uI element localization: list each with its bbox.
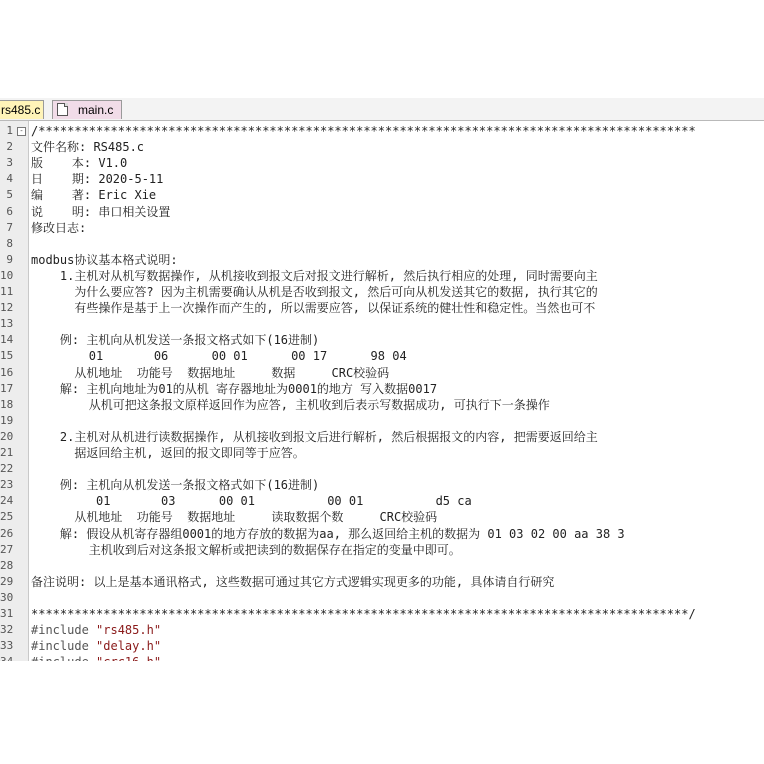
code-text: 编 著: Eric Xie — [31, 188, 157, 203]
fold-toggle-icon[interactable]: - — [17, 127, 26, 136]
code-line[interactable] — [0, 204, 764, 220]
line-number: 6 — [6, 204, 13, 218]
code-line[interactable] — [0, 477, 764, 493]
tab-rs485[interactable] — [0, 100, 44, 119]
line-number: 1 — [6, 124, 13, 137]
line-number: 21 — [0, 446, 14, 459]
line-number: 3 — [6, 156, 13, 170]
line-number: 15 — [0, 349, 14, 363]
line-number: 8 — [6, 236, 13, 250]
include-path: "rs485.h" — [96, 623, 162, 638]
code-line[interactable] — [0, 622, 764, 638]
code-line[interactable] — [0, 526, 764, 542]
code-editor[interactable] — [0, 121, 764, 661]
code-line[interactable] — [0, 445, 764, 461]
line-number: 13 — [0, 317, 14, 331]
line-number: 29 — [0, 574, 14, 588]
code-text: 为什么要应答? 因为主机需要确认从机是否收到报文, 然后可向从机发送其它的数据, 执行其它的 — [31, 285, 598, 299]
code-line[interactable] — [0, 590, 764, 606]
code-line[interactable] — [0, 316, 764, 332]
code-line[interactable] — [0, 187, 764, 203]
line-number: 31 — [0, 607, 14, 620]
code-text: 文件名称: RS485.c — [31, 140, 145, 155]
code-line[interactable] — [0, 365, 764, 381]
code-line[interactable] — [0, 413, 764, 429]
include-path: "delay.h" — [96, 639, 162, 654]
code-line[interactable] — [0, 574, 764, 590]
line-number: 11 — [0, 285, 14, 298]
include-directive: #include — [31, 623, 97, 638]
code-text: 据返回给主机, 返回的报文即同等于应答。 — [31, 446, 305, 460]
code-line[interactable] — [0, 542, 764, 558]
code-line[interactable] — [0, 284, 764, 300]
line-number: 12 — [0, 301, 14, 315]
code-line[interactable] — [0, 332, 764, 348]
line-number: 18 — [0, 397, 14, 411]
code-text: 例: 主机向从机发送一条报文格式如下(16进制) — [31, 333, 320, 348]
code-text: /******************************************************************************************* — [31, 124, 696, 138]
code-text: 备注说明: 以上是基本通讯格式, 这些数据可通过其它方式逻辑实现更多的功能, 具体请自行研究 — [31, 574, 555, 589]
line-number: 26 — [0, 526, 14, 540]
code-text: 修改日志: — [31, 220, 87, 235]
code-text: 日 期: 2020-5-11 — [31, 172, 164, 187]
blank-area — [0, 661, 764, 764]
code-line[interactable] — [0, 155, 764, 171]
code-text: 有些操作是基于上一次操作而产生的, 所以需要应答, 以保证系统的健壮性和稳定性。当然也可不 — [31, 301, 596, 316]
line-number: 5 — [6, 188, 13, 202]
line-number: 24 — [0, 494, 14, 508]
line-number: 14 — [0, 333, 14, 347]
code-text — [31, 622, 161, 638]
code-line[interactable] — [0, 139, 764, 155]
line-number: 2 — [6, 140, 13, 154]
file-icon — [57, 103, 68, 116]
code-line[interactable] — [0, 558, 764, 574]
include-directive: #include — [31, 639, 97, 654]
code-line[interactable] — [0, 381, 764, 397]
code-line[interactable] — [0, 220, 764, 236]
code-line[interactable] — [0, 300, 764, 316]
line-number: 30 — [0, 590, 14, 604]
code-text: 说 明: 串口相关设置 — [31, 204, 171, 219]
tab-main[interactable] — [52, 100, 122, 119]
line-number: 20 — [0, 429, 14, 443]
line-number: 9 — [6, 252, 13, 266]
code-line[interactable] — [0, 123, 764, 139]
line-number: 7 — [6, 220, 13, 234]
line-number: 16 — [0, 365, 14, 379]
code-text — [31, 638, 161, 654]
editor-tab-bar — [0, 98, 764, 121]
code-text: modbus协议基本格式说明: — [31, 252, 178, 267]
code-text: 主机收到后对这条报文解析或把读到的数据保存在指定的变量中即可。 — [31, 542, 461, 557]
code-text: 版 本: V1.0 — [31, 156, 128, 171]
code-text: *******************************************************************************************/ — [31, 607, 696, 621]
line-number: 22 — [0, 462, 14, 476]
code-line[interactable] — [0, 171, 764, 187]
line-number: 25 — [0, 510, 14, 524]
line-number: 23 — [0, 478, 14, 492]
code-line[interactable] — [0, 461, 764, 477]
code-line[interactable] — [0, 252, 764, 268]
line-number: 32 — [0, 623, 14, 637]
code-text: 2.主机对从机进行读数据操作, 从机接收到报文后进行解析, 然后根据报文的内容, 把需要返回给主 — [31, 429, 598, 444]
line-number: 17 — [0, 381, 14, 395]
code-text: 从机地址 功能号 数据地址 数据 CRC校验码 — [31, 365, 390, 380]
line-number: 28 — [0, 558, 14, 572]
code-line[interactable] — [0, 268, 764, 284]
code-text: 解: 主机向地址为01的从机 寄存器地址为0001的地方 写入数据0017 — [31, 381, 438, 396]
tab-label: rs485.c — [1, 103, 41, 117]
code-line[interactable] — [0, 509, 764, 525]
code-text: 1.主机对从机写数据操作, 从机接收到报文后对报文进行解析, 然后执行相应的处理, 同时需要向主 — [31, 268, 598, 283]
line-number: 10 — [0, 268, 14, 282]
line-number: 19 — [0, 413, 14, 427]
code-text: 例: 主机向从机发送一条报文格式如下(16进制) — [31, 478, 320, 493]
code-text: 从机地址 功能号 数据地址 读取数据个数 CRC校验码 — [31, 510, 438, 525]
code-line[interactable] — [0, 493, 764, 509]
code-line[interactable] — [0, 348, 764, 364]
code-line[interactable] — [0, 429, 764, 445]
line-number: 4 — [6, 172, 13, 186]
tab-label: main.c — [78, 103, 114, 117]
code-line[interactable] — [0, 638, 764, 654]
code-text: 解: 假设从机寄存器组0001的地方存放的数据为aa, 那么返回给主机的数据为 01 03 02 00 aa 38 3 — [31, 526, 625, 541]
code-line[interactable] — [0, 236, 764, 252]
line-number: 33 — [0, 639, 14, 653]
code-line[interactable] — [0, 397, 764, 413]
code-line[interactable] — [0, 606, 764, 622]
code-text: 01 03 00 01 00 01 d5 ca — [31, 494, 472, 509]
code-text: 从机可把这条报文原样返回作为应答, 主机收到后表示写数据成功, 可执行下一条操作 — [31, 397, 550, 412]
code-text: 01 06 00 01 00 17 98 04 — [31, 349, 407, 364]
line-number: 27 — [0, 542, 14, 556]
